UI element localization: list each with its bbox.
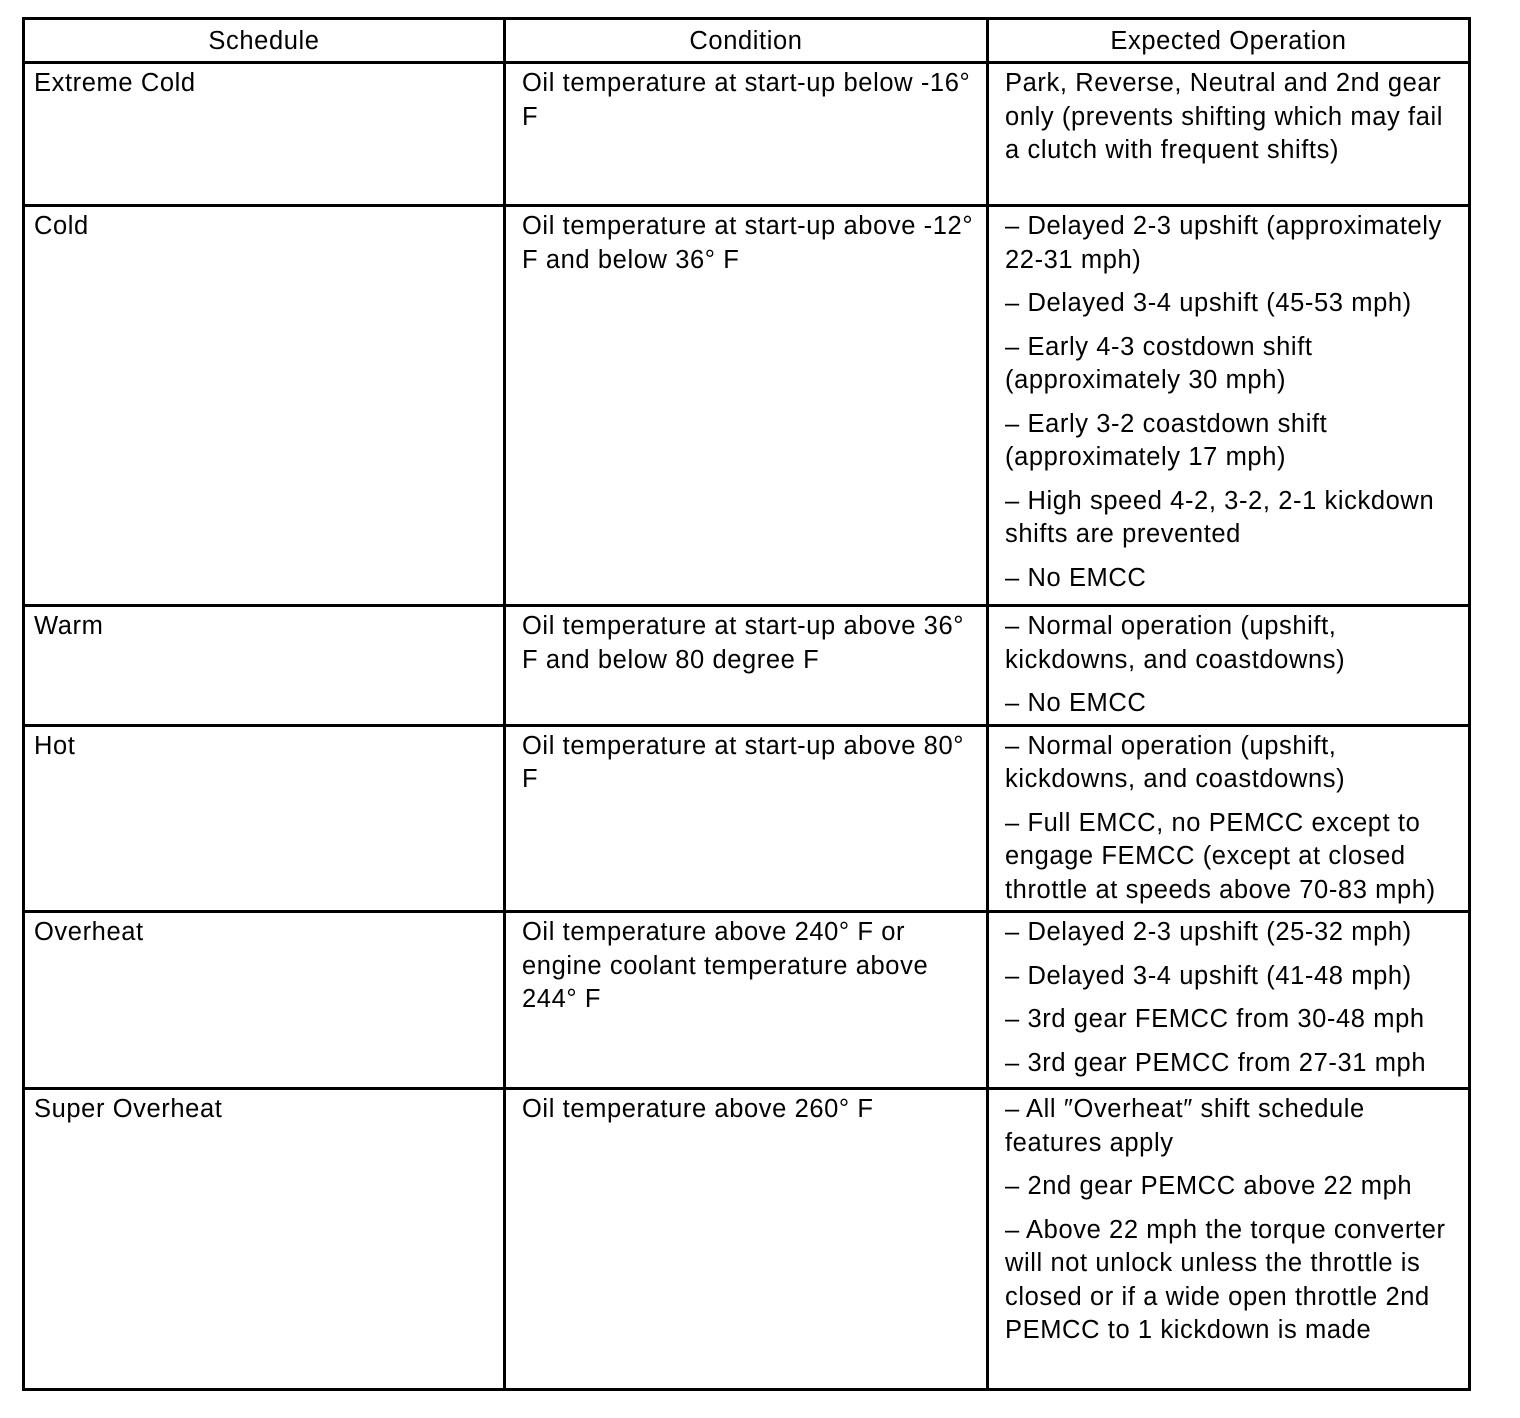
operation-item: – Above 22 mph the torque converter will not unlock unless the throttle is closed or if a wide open throttle 2nd PEMCC to 1 kickdown is made [1005, 1215, 1446, 1344]
operation-list [989, 607, 1468, 724]
expected-operation-cell [988, 63, 1470, 206]
operation-list [989, 207, 1468, 598]
schedule-cell [24, 606, 505, 726]
operation-item: – 3rd gear FEMCC from 30-48 mph [1005, 1005, 1425, 1033]
operation-item: – Delayed 2-3 upshift (approximately 22-31 mph) [1005, 212, 1442, 274]
table-body [24, 63, 1470, 1390]
operation-item: Park, Reverse, Neutral and 2nd gear only (prevents shifting which may fail a clutch with frequent shifts) [1005, 69, 1444, 164]
condition-text: Oil temperature above 260° F [522, 1095, 874, 1123]
schedule-name: Overheat [34, 918, 144, 946]
column-header-expected-operation: Expected Operation [988, 19, 1470, 63]
condition-cell [505, 206, 988, 606]
expected-operation-cell [988, 606, 1470, 726]
schedule-name: Cold [34, 212, 89, 240]
column-header-schedule: Schedule [24, 19, 505, 63]
condition-cell [505, 725, 988, 912]
expected-operation-cell [988, 912, 1470, 1089]
column-header-condition: Condition [505, 19, 988, 63]
condition-text: Oil temperature at start-up above 36° F and below 80 degree F [522, 612, 965, 674]
table-row [24, 725, 1470, 912]
condition-text: Oil temperature at start-up below -16° F [522, 69, 971, 131]
schedule-name: Warm [34, 612, 104, 640]
condition-text: Oil temperature above 240° F or engine coolant temperature above 244° F [522, 918, 929, 1013]
expected-operation-cell [988, 206, 1470, 606]
operation-item: – Delayed 2-3 upshift (25-32 mph) [1005, 918, 1412, 946]
schedule-cell [24, 725, 505, 912]
table-row [24, 1089, 1470, 1390]
schedule-name: Hot [34, 731, 76, 760]
condition-cell [505, 912, 988, 1089]
operation-item: – Early 4-3 costdown shift (approximately 30 mph) [1005, 332, 1313, 394]
table-row [24, 206, 1470, 606]
operation-item: – Delayed 3-4 upshift (45-53 mph) [1005, 289, 1412, 317]
expected-operation-cell [988, 1089, 1470, 1390]
operation-item: – Normal operation (upshift, kickdowns, and coastdowns) [1005, 612, 1346, 674]
schedule-cell [24, 1089, 505, 1390]
operation-item: – Early 3-2 coastdown shift (approximately 17 mph) [1005, 409, 1328, 471]
shift-schedule-table [22, 17, 1471, 1391]
condition-text: Oil temperature at start-up above -12° F and below 36° F [522, 212, 974, 274]
condition-cell [505, 606, 988, 726]
table-row [24, 63, 1470, 206]
operation-item: – No EMCC [1005, 563, 1147, 592]
table-row [24, 912, 1470, 1089]
operation-list [989, 64, 1468, 171]
schedule-cell [24, 206, 505, 606]
schedule-name: Super Overheat [34, 1095, 223, 1123]
operation-list [989, 1090, 1468, 1351]
schedule-name: Extreme Cold [34, 69, 196, 97]
table-header-row [24, 19, 1470, 63]
operation-item: – High speed 4-2, 3-2, 2-1 kickdown shifts are prevented [1005, 486, 1435, 548]
condition-cell [505, 1089, 988, 1390]
schedule-cell [24, 912, 505, 1089]
table-row [24, 606, 1470, 726]
expected-operation-cell [988, 725, 1470, 912]
operation-list [989, 727, 1468, 911]
condition-text: Oil temperature at start-up above 80° F [522, 731, 965, 793]
operation-item: – All ″Overheat″ shift schedule features apply [1005, 1095, 1365, 1157]
operation-item: – Delayed 3-4 upshift (41-48 mph) [1005, 961, 1412, 990]
operation-item: – Normal operation (upshift, kickdowns, and coastdowns) [1005, 731, 1346, 793]
shift-schedule-document [22, 17, 1468, 1391]
schedule-cell [24, 63, 505, 206]
operation-list [989, 913, 1468, 1083]
condition-cell [505, 63, 988, 206]
operation-item: – Full EMCC, no PEMCC except to engage FEMCC (except at closed throttle at speeds above 70-83 mph) [1005, 808, 1436, 904]
operation-item: – No EMCC [1005, 689, 1147, 717]
operation-item: – 2nd gear PEMCC above 22 mph [1005, 1172, 1413, 1200]
operation-item: – 3rd gear PEMCC from 27-31 mph [1005, 1048, 1427, 1077]
